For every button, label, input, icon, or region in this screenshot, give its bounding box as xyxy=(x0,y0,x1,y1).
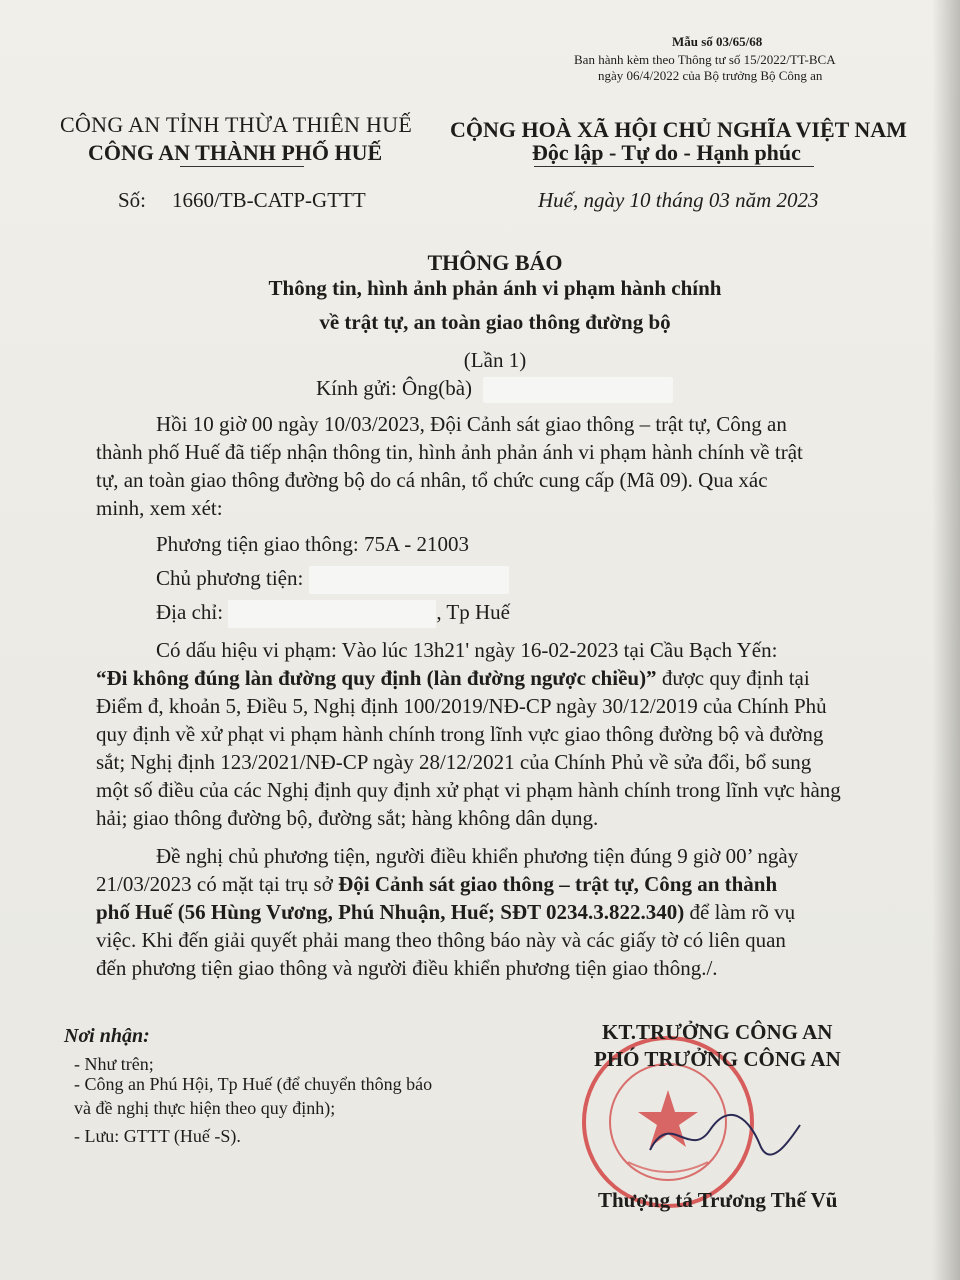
paragraph-1-line-1: Hồi 10 giờ 00 ngày 10/03/2023, Đội Cảnh sát giao thông – trật tự, Công an xyxy=(156,412,787,436)
paragraph-3-line-4: việc. Khi đến giải quyết phải mang theo thông báo này và các giấy tờ có liên quan xyxy=(96,928,786,952)
paragraph-1-line-4: minh, xem xét: xyxy=(96,496,223,520)
paragraph-2-line-4: một số điều của các Nghị định quy định xử phạt vi phạm hành chính trong lĩnh vực hàng xyxy=(96,778,841,802)
paragraph-1-line-3: tự, an toàn giao thông đường bộ do cá nhân, tổ chức cung cấp (Mã 09). Qua xác xyxy=(96,468,768,492)
form-number: Mẫu số 03/65/68 xyxy=(672,34,763,49)
document-number-value: 1660/TB-CATP-GTTT xyxy=(172,188,366,212)
document-subtitle-2: về trật tự, an toàn giao thông đường bộ xyxy=(319,310,671,334)
recipient-1: - Như trên; xyxy=(74,1054,154,1074)
signature-title-2: PHÓ TRƯỞNG CÔNG AN xyxy=(594,1047,841,1071)
paragraph-2-line-2: quy định về xử phạt vi phạm hành chính trong lĩnh vực giao thông đường bộ và đường xyxy=(96,722,824,746)
paragraph-3-line-3 xyxy=(96,898,795,926)
agency-name: CÔNG AN THÀNH PHỐ HUẾ xyxy=(88,140,383,165)
owner-address xyxy=(156,598,510,628)
office-address: phố Huế (56 Hùng Vương, Phú Nhuận, Huế; SĐT 0234.3.822.340) xyxy=(96,900,685,924)
office-purpose: để làm rõ vụ xyxy=(684,900,796,924)
recipient-4: - Lưu: GTTT (Huế -S). xyxy=(74,1126,241,1146)
signature-title-1: KT.TRƯỞNG CÔNG AN xyxy=(602,1020,833,1044)
paragraph-3-line-5: đến phương tiện giao thông và người điều khiển phương tiện giao thông./. xyxy=(96,956,718,980)
page-edge-shadow xyxy=(932,0,960,1280)
redacted-owner xyxy=(309,566,509,594)
address-city: , Tp Huế xyxy=(436,600,510,624)
addressee-label: Kính gửi: Ông(bà) xyxy=(316,376,473,400)
vehicle-owner xyxy=(156,564,509,594)
document-number-label: Số: xyxy=(118,188,147,212)
addressee xyxy=(316,376,673,403)
violation-description: “Đi không đúng làn đường quy định (làn đường ngược chiều)” xyxy=(96,666,657,690)
redacted-address xyxy=(228,600,436,628)
violation-tail: được quy định tại xyxy=(656,666,810,690)
violation-intro: Có dấu hiệu vi phạm: Vào lúc 13h21' ngày 16-02-2023 tại Cầu Bạch Yến: xyxy=(156,638,778,662)
violation-line xyxy=(96,664,810,692)
signer-name: Thượng tá Trương Thế Vũ xyxy=(598,1188,838,1212)
form-issued-line-1: Ban hành kèm theo Thông tư số 15/2022/TT-BCA xyxy=(574,52,836,67)
nation-motto: Độc lập - Tự do - Hạnh phúc xyxy=(532,140,801,165)
agency-parent: CÔNG AN TỈNH THỪA THIÊN HUẾ xyxy=(60,112,413,137)
recipient-2: - Công an Phú Hội, Tp Huế (để chuyển thông báo xyxy=(74,1074,433,1094)
paragraph-2-line-3: sắt; Nghị định 123/2021/NĐ-CP ngày 28/12/2021 của Chính Phủ về sửa đổi, bổ sung xyxy=(96,750,812,774)
handwritten-signature xyxy=(640,1100,810,1170)
paragraph-2-line-5: hải; giao thông đường bộ, đường sắt; hàng không dân dụng. xyxy=(96,806,599,830)
document-title: THÔNG BÁO xyxy=(427,250,563,275)
document-number xyxy=(118,188,366,213)
document-subtitle-1: Thông tin, hình ảnh phản ánh vi phạm hành chính xyxy=(268,276,722,300)
motto-underline xyxy=(534,166,814,167)
vehicle-plate: Phương tiện giao thông: 75A - 21003 xyxy=(156,532,469,556)
owner-label: Chủ phương tiện: xyxy=(156,566,304,590)
redacted-name xyxy=(483,377,673,403)
notice-round: (Lần 1) xyxy=(463,348,527,372)
paragraph-3-line-1: Đề nghị chủ phương tiện, người điều khiển phương tiện đúng 9 giờ 00’ ngày xyxy=(156,844,799,868)
address-label: Địa chỉ: xyxy=(156,600,224,624)
paragraph-2-line-1: Điểm đ, khoản 5, Điều 5, Nghị định 100/2019/NĐ-CP ngày 30/12/2019 của Chính Phủ xyxy=(96,694,827,718)
recipients-title: Nơi nhận: xyxy=(64,1025,150,1047)
nation-title: CỘNG HOÀ XÃ HỘI CHỦ NGHĨA VIỆT NAM xyxy=(450,117,907,142)
paragraph-3-line-2 xyxy=(96,870,777,898)
recipient-3: và đề nghị thực hiện theo quy định); xyxy=(74,1098,336,1118)
appointment-date: 21/03/2023 có mặt tại trụ sở xyxy=(96,872,339,896)
paragraph-1-line-2: thành phố Huế đã tiếp nhận thông tin, hình ảnh phản ánh vi phạm hành chính về trật xyxy=(96,440,803,464)
agency-underline xyxy=(180,166,304,167)
place-and-date: Huế, ngày 10 tháng 03 năm 2023 xyxy=(538,188,819,212)
form-issued-line-2: ngày 06/4/2022 của Bộ trưởng Bộ Công an xyxy=(598,68,823,83)
office-name: Đội Cảnh sát giao thông – trật tự, Công an thành xyxy=(338,872,778,896)
